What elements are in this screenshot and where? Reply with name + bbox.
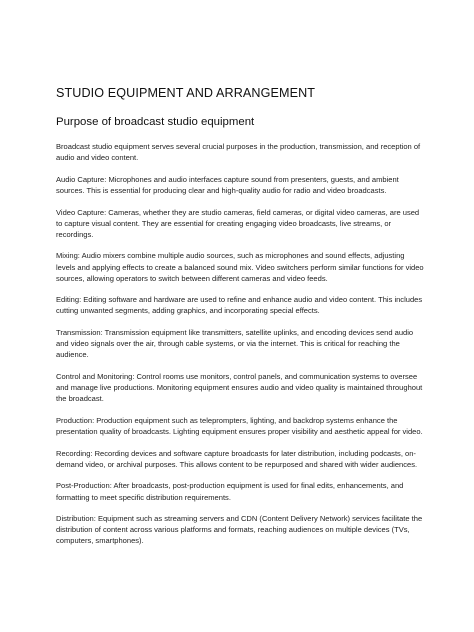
editing-paragraph: Editing: Editing software and hardware are used to refine and enhance audio and video content. This includes cutting unwanted segments, adding graphics, and incorporating special effects. <box>56 295 423 316</box>
mixing-paragraph: Mixing: Audio mixers combine multiple audio sources, such as microphones and sound effects, adjusting levels and applying effects to create a balanced sound mix. Video switchers perform similar functions for video sources, allowing operators to switch between different cameras and video feeds. <box>56 251 424 283</box>
section-heading: Purpose of broadcast studio equipment <box>56 116 255 128</box>
video-capture-paragraph: Video Capture: Cameras, whether they are studio cameras, field cameras, or digital video cameras, are used to capture visual content. They are essential for creating engaging video broadcasts, live streams, or recordings. <box>56 207 420 239</box>
recording-paragraph: Recording: Recording devices and software capture broadcasts for later distribution, including podcasts, on-demand video, or archival purposes. This allows content to be repurposed and shared with wider audiences. <box>56 448 418 469</box>
document-page <box>56 84 424 557</box>
distribution-paragraph: Distribution: Equipment such as streaming servers and CDN (Content Delivery Network) services facilitate the distribution of content across various platforms and formats, reaching audiences on multiple devices (TVs, computers, smartphones). <box>56 514 423 546</box>
audio-capture-paragraph: Audio Capture: Microphones and audio interfaces capture sound from presenters, guests, and ambient sources. This is essential for producing clear and high-quality audio for radio and video broadcasts. <box>56 174 399 195</box>
document-title: STUDIO EQUIPMENT AND ARRANGEMENT <box>56 86 316 100</box>
post-production-paragraph: Post-Production: After broadcasts, post-production equipment is used for final edits, enhancements, and formatting to meet specific distribution requirements. <box>56 481 404 502</box>
transmission-paragraph: Transmission: Transmission equipment like transmitters, satellite uplinks, and encoding devices send audio and video signals over the air, through cable systems, or via the internet. This is critical for reaching the audience. <box>56 328 414 360</box>
intro-paragraph: Broadcast studio equipment serves several crucial purposes in the production, transmission, and reception of audio and video content. <box>56 142 421 163</box>
production-paragraph: Production: Production equipment such as teleprompters, lighting, and backdrop systems enhance the presentation quality of broadcasts. Lighting equipment ensures proper visibility and aesthetic appeal for video. <box>56 415 423 436</box>
control-monitoring-paragraph: Control and Monitoring: Control rooms use monitors, control panels, and communication systems to oversee and manage live productions. Monitoring equipment ensures audio and video quality is maintained throughout the broadcast. <box>56 371 423 404</box>
